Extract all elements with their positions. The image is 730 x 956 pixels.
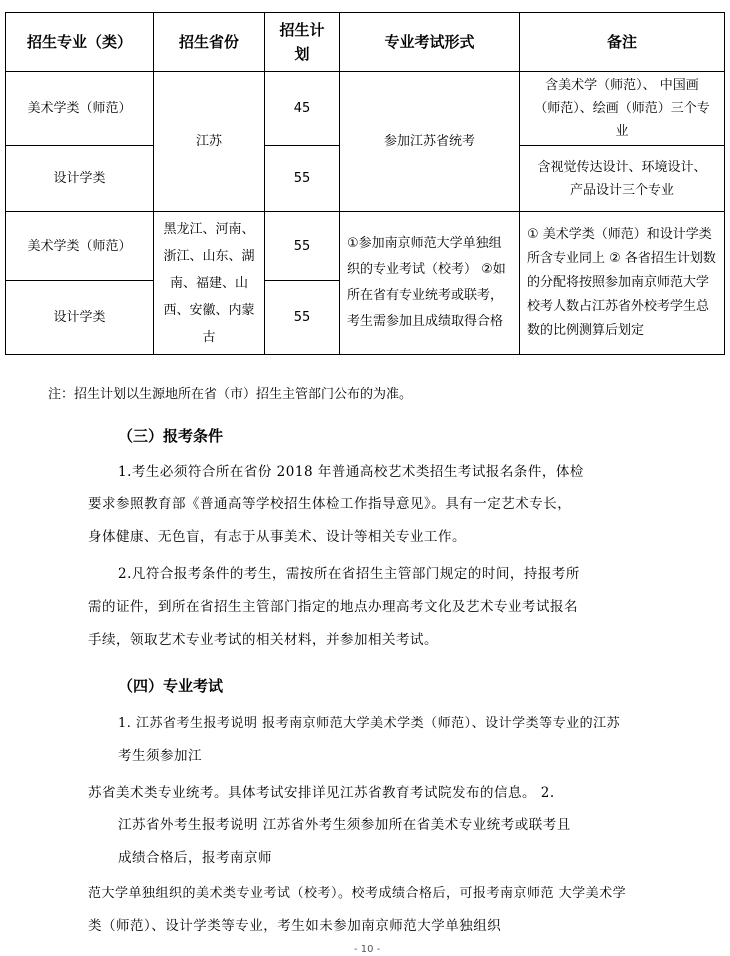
section-heading: （三）报考条件: [118, 427, 224, 445]
cell-exam-form: 参加江苏省统考: [340, 72, 520, 212]
paragraph-line: 手续，领取艺术专业考试的相关材料，并参加相关考试。: [88, 632, 438, 648]
header-major: 招生专业（类）: [6, 13, 154, 72]
paragraph-line: 要求参照教育部《普通高等学校招生体检工作指导意见》。具有一定艺术专长，: [88, 496, 572, 512]
table-note: 注：招生计划以生源地所在省（市）招生主管部门公布的为准。: [48, 387, 413, 402]
cell-plan: 45: [265, 72, 340, 146]
section-heading: （四）专业考试: [118, 677, 224, 695]
cell-major: 美术学类（师范）: [6, 72, 154, 146]
paragraph-line: 2.凡符合报考条件的考生，需按所在省招生主管部门规定的时间，持报考所: [118, 566, 580, 582]
cell-major: 美术学类（师范）: [6, 212, 154, 281]
cell-province: 江苏: [154, 72, 265, 212]
cell-major: 设计学类: [6, 281, 154, 355]
cell-remark: [520, 212, 725, 355]
paragraph-line: 1. 江苏省考生报考说明 报考南京师范大学美术学类（师范）、设计学类等专业的江苏: [118, 716, 621, 731]
header-remark: 备注: [520, 13, 725, 72]
table-row: [6, 72, 725, 146]
header-plan-text: 招生计划: [279, 21, 325, 63]
table-row: [6, 212, 725, 281]
cell-province: [154, 212, 265, 355]
paragraph-line: 1.考生必须符合所在省份 2018 年普通高校艺术类招生考试报名条件，体检: [118, 464, 584, 480]
paragraph-line: 范大学单独组织的美术类专业考试（校考）。校考成绩合格后，可报考南京师范 大学美术学: [88, 886, 627, 901]
cell-exam-form: [340, 212, 520, 355]
paragraph-line: 成绩合格后，报考南京师: [118, 850, 272, 866]
cell-plan: 55: [265, 281, 340, 355]
header-exam-form: 专业考试形式: [340, 13, 520, 72]
paragraph-line: 身体健康、无色盲，有志于从事美术、设计等相关专业工作。: [88, 529, 466, 545]
cell-plan: 55: [265, 146, 340, 212]
cell-major: 设计学类: [6, 146, 154, 212]
cell-plan: 55: [265, 212, 340, 281]
header-plan: [265, 13, 340, 72]
remark-text: ① 美术学类（师范）和设计学类所含专业同上 ② 各省招生计划数的分配将按照参加南京师范大学校考人数占江苏省外校考学生总数的比例测算后划定: [527, 227, 716, 338]
header-province: 招生省份: [154, 13, 265, 72]
remark-text: 含视觉传达设计、环境设计、产品设计三个专业: [537, 159, 707, 198]
remark-text: 含美术学（师范）、 中国画（师范）、绘画（师范）三个专业: [534, 78, 710, 139]
paragraph-line: 类（师范）、设计学类等专业，考生如未参加南京师范大学单独组织: [88, 918, 502, 934]
exam-form-text: ①参加南京师范大学单独组织的专业考试（校考） ②如所在省有专业统考或联考，考生需参加且成绩取得合格: [347, 236, 506, 329]
paragraph-line: 需的证件，到所在省招生主管部门指定的地点办理高考文化及艺术专业考试报名: [88, 599, 578, 615]
paragraph-line: 考生须参加江: [118, 748, 202, 764]
paragraph-line: 苏省美术类专业统考。具体考试安排详见江苏省教育考试院发布的信息。 2.: [88, 785, 555, 801]
cell-remark: [520, 146, 725, 212]
cell-remark: [520, 72, 725, 146]
admissions-table: [5, 12, 725, 355]
province-text: 黑龙江、河南、浙江、山东、湖南、福建、山西、安徽、内蒙古: [163, 221, 255, 345]
paragraph-line: 江苏省外考生报考说明 江苏省外考生须参加所在省美术专业统考或联考且: [118, 817, 571, 833]
page-number: - 10 -: [354, 944, 381, 955]
table-header-row: [6, 13, 725, 72]
